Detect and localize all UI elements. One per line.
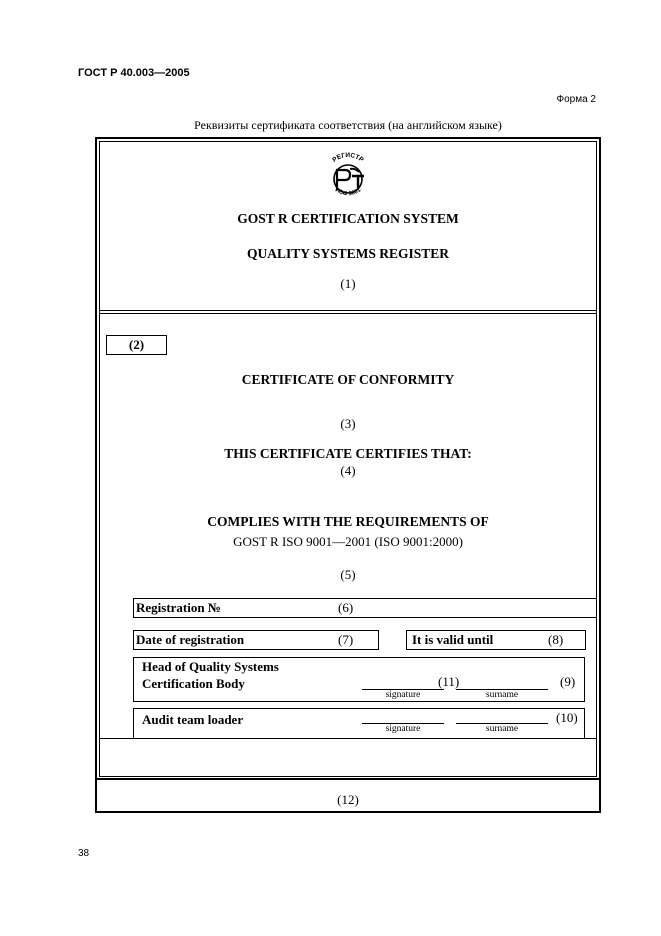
audit-label: Audit team loader bbox=[142, 712, 244, 727]
field-4: (4) bbox=[340, 463, 356, 478]
page-number: 38 bbox=[78, 848, 90, 859]
top-section-divider-2 bbox=[99, 313, 597, 314]
certifies-text: THIS CERTIFICATE CERTIFIES THAT: bbox=[224, 446, 472, 461]
field-1: (1) bbox=[340, 276, 356, 291]
head-label-line1: Head of Quality Systems bbox=[142, 659, 279, 674]
form-label: Форма 2 bbox=[556, 94, 596, 105]
logo-bottom-text: ИСО 9001 bbox=[333, 187, 363, 198]
audit-box-left bbox=[133, 708, 134, 738]
certificate-title: CERTIFICATE OF CONFORMITY bbox=[241, 372, 455, 387]
field-7: (7) bbox=[338, 632, 354, 647]
standard-reference: GOST R ISO 9001—2001 (ISO 9001:2000) bbox=[233, 534, 463, 549]
head-signature-caption: signature bbox=[385, 690, 421, 700]
field-8: (8) bbox=[548, 632, 564, 647]
field-10: (10) bbox=[556, 710, 578, 725]
field-6: (6) bbox=[338, 600, 354, 615]
field-11: (11) bbox=[438, 674, 460, 689]
register-title: QUALITY SYSTEMS REGISTER bbox=[246, 246, 450, 261]
form-caption: Реквизиты сертификата соответствия (на английском языке) bbox=[194, 118, 502, 132]
audit-surname-caption: surname bbox=[485, 724, 519, 734]
footer-divider bbox=[95, 778, 601, 780]
head-label-line2: Certification Body bbox=[142, 676, 245, 691]
field-9: (9) bbox=[560, 674, 576, 689]
complies-text: COMPLIES WITH THE REQUIREMENTS OF bbox=[207, 514, 489, 529]
field-2-box: (2) bbox=[106, 335, 167, 355]
field-12: (12) bbox=[337, 792, 359, 807]
field-3: (3) bbox=[340, 416, 356, 431]
audit-signature-caption: signature bbox=[385, 724, 421, 734]
audit-box-top bbox=[133, 708, 585, 709]
head-surname-caption: surname bbox=[485, 690, 519, 700]
audit-box-right bbox=[584, 708, 585, 738]
rst-logo bbox=[318, 150, 378, 204]
standard-number: ГОСТ Р 40.003—2005 bbox=[78, 67, 190, 79]
svg-text:РЕГИСТР bbox=[331, 152, 365, 164]
field-5: (5) bbox=[340, 567, 356, 582]
valid-until-label: It is valid until bbox=[412, 632, 494, 647]
audit-bottom-rule bbox=[99, 738, 597, 739]
date-of-registration-label: Date of registration bbox=[136, 632, 245, 647]
system-title: GOST R CERTIFICATION SYSTEM bbox=[237, 211, 459, 226]
registration-label: Registration № bbox=[136, 600, 221, 615]
top-section-divider bbox=[99, 310, 597, 311]
logo-top-text: РЕГИСТР bbox=[331, 151, 365, 164]
